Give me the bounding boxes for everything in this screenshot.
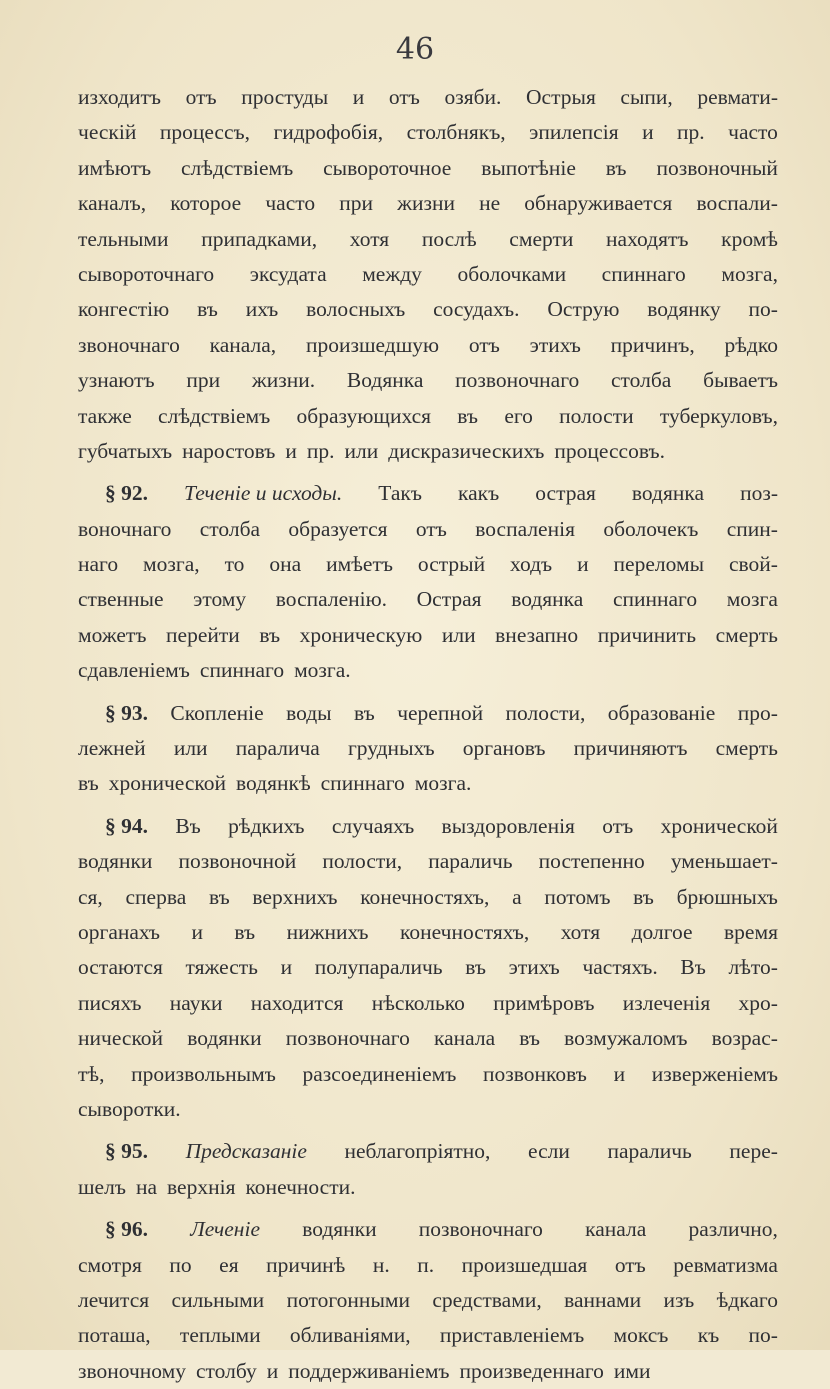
text-line	[78, 1283, 778, 1318]
text-line	[78, 1021, 778, 1056]
paragraph-gap	[78, 469, 778, 476]
word: его	[504, 403, 533, 428]
word: часто	[728, 120, 778, 145]
word: жизни	[397, 191, 455, 216]
word: возмужаломъ	[564, 1026, 688, 1051]
word: въ	[354, 700, 375, 725]
word: между	[362, 261, 422, 286]
word: въ	[259, 622, 281, 647]
section-number: § 93.	[105, 700, 148, 725]
word: потогонными	[286, 1287, 410, 1312]
word: водянка	[511, 587, 584, 612]
text-line	[78, 363, 778, 398]
word: гидрофобія,	[273, 120, 384, 145]
word: разсоединеніемъ	[302, 1061, 457, 1086]
word: и	[642, 120, 654, 145]
word: спиннаго	[320, 771, 405, 796]
section-heading: Леченіе	[190, 1217, 260, 1242]
text-line	[78, 222, 778, 257]
word: наростовъ	[182, 438, 276, 463]
word: мозга.	[414, 771, 472, 796]
word: параличь	[428, 849, 513, 874]
word: острый	[417, 552, 486, 577]
text-line	[78, 1318, 778, 1353]
word: средствами,	[432, 1287, 542, 1312]
word: канала	[585, 1217, 647, 1242]
word: мозга,	[721, 261, 778, 286]
word: нижнихъ	[286, 919, 369, 944]
paragraph-p1	[78, 80, 778, 469]
word: позвоночнаго	[455, 368, 580, 393]
word: брюшныхъ	[676, 884, 778, 909]
word: процессъ,	[159, 120, 250, 145]
word: лѣто-	[728, 955, 778, 980]
word: позвоночнаго	[285, 1026, 410, 1051]
word: процессовъ.	[554, 438, 665, 463]
word: ческій	[78, 120, 137, 145]
word: сперва	[125, 884, 187, 909]
text-line	[78, 766, 778, 801]
word: частяхъ.	[582, 955, 658, 980]
word: конечностяхъ,	[400, 919, 530, 944]
word: озяби.	[444, 85, 502, 109]
word: оболочками	[457, 261, 567, 286]
word: конечности.	[245, 1174, 356, 1199]
word: грудныхъ	[347, 736, 435, 761]
word: рѣдко	[724, 332, 778, 357]
word: въ	[457, 403, 479, 428]
word: кромѣ	[721, 226, 778, 251]
word: ихъ	[245, 297, 279, 322]
word: смерть	[715, 736, 778, 761]
word: хотя	[560, 919, 601, 944]
word: различно,	[688, 1217, 778, 1242]
word: мозга	[726, 587, 778, 612]
text-line	[78, 512, 778, 547]
word: мозга.	[294, 658, 351, 683]
word: верхнихъ	[252, 884, 338, 909]
text-line	[78, 731, 778, 766]
word: сыворотки.	[78, 1096, 181, 1121]
word: столба	[199, 516, 261, 541]
word: и	[613, 1061, 626, 1086]
section-number: § 96.	[105, 1217, 148, 1242]
word: про-	[737, 700, 778, 725]
word: въ	[633, 884, 654, 909]
word: органовъ	[462, 736, 546, 761]
paragraph-p4	[78, 809, 778, 1128]
word: узнаютъ	[78, 368, 155, 393]
word: Острую	[547, 297, 620, 322]
word: излеченія	[622, 990, 711, 1015]
word: науки	[169, 990, 223, 1015]
word: смотря	[78, 1252, 142, 1277]
word: выздоровленія	[441, 813, 575, 838]
text-line	[78, 1248, 778, 1283]
word: позвонковъ	[483, 1061, 587, 1086]
word: по-	[748, 1323, 778, 1348]
text-line	[78, 399, 778, 434]
word: отъ	[415, 516, 447, 541]
word: изверженіемъ	[651, 1061, 778, 1086]
word: ея	[219, 1252, 239, 1277]
word: въ	[519, 1026, 541, 1051]
word: ходъ	[510, 552, 553, 577]
word: изъ	[663, 1287, 695, 1312]
word: водянку	[647, 297, 721, 322]
text-line	[78, 1170, 778, 1205]
word: моксъ	[613, 1323, 669, 1348]
word: перейти	[166, 622, 240, 647]
word: отъ	[602, 813, 634, 838]
word: въ	[605, 155, 627, 180]
section-number: § 95.	[105, 1139, 148, 1164]
word: если	[527, 1139, 570, 1164]
paragraph-gap	[78, 689, 778, 696]
word: причинить	[597, 622, 696, 647]
word: припадками,	[201, 226, 318, 251]
word: эксудата	[249, 261, 327, 286]
text-line	[78, 950, 778, 985]
word: имѣетъ	[326, 552, 393, 577]
paragraph-p2	[78, 476, 778, 688]
word: водянки	[187, 1026, 262, 1051]
word: мозга,	[143, 552, 200, 577]
word: верхнія	[167, 1174, 236, 1199]
word: и	[577, 552, 589, 577]
word: и	[191, 919, 203, 944]
word: пр.	[306, 438, 335, 463]
word: уменьшает-	[670, 849, 778, 874]
word: которое	[170, 191, 242, 216]
word: лежней	[78, 736, 146, 761]
word: конечностяхъ,	[360, 884, 490, 909]
word: Такъ	[378, 481, 422, 506]
paragraph-gap	[78, 1127, 778, 1134]
text-line	[78, 80, 778, 115]
word: или	[173, 736, 208, 761]
word: Водянка	[346, 368, 424, 393]
word: по-	[748, 297, 778, 322]
word: волосныхъ	[306, 297, 406, 322]
word: слѣдствіемъ	[158, 403, 271, 428]
word: бываетъ	[703, 368, 778, 393]
paragraph-p5	[78, 1134, 778, 1205]
word: Острая	[416, 587, 482, 612]
word: спиннаго	[601, 261, 686, 286]
word: и	[285, 438, 297, 463]
word: туберкуловъ,	[659, 403, 778, 428]
section-number: § 94.	[105, 813, 148, 838]
word: нѣсколько	[371, 990, 465, 1015]
word: этому	[193, 587, 247, 612]
word: полости	[559, 403, 634, 428]
word: находятъ	[606, 226, 689, 251]
word: также	[78, 403, 132, 428]
word: воспаленія	[475, 516, 575, 541]
section-heading: Теченіе и исходы.	[184, 481, 343, 506]
word: часто	[265, 191, 316, 216]
word: хронической	[660, 813, 778, 838]
text-line	[78, 986, 778, 1021]
word: канала,	[209, 332, 277, 357]
word: имѣютъ	[78, 155, 152, 180]
word: Въ	[680, 955, 706, 980]
word: приставленіемъ	[439, 1323, 585, 1348]
word: время	[724, 919, 778, 944]
word: спин-	[726, 516, 778, 541]
word: сосудахъ.	[433, 297, 520, 322]
word: звоночному	[78, 1358, 186, 1383]
word: ревмати-	[697, 85, 778, 109]
text-line	[78, 618, 778, 653]
word: свой-	[728, 552, 778, 577]
word: воспали-	[696, 191, 778, 216]
word: при	[186, 368, 221, 393]
word: пере-	[729, 1139, 778, 1164]
word: воды	[286, 700, 332, 725]
text-line	[78, 257, 778, 292]
word: переломы	[613, 552, 705, 577]
page-number: 46	[395, 32, 435, 67]
word: смерти	[509, 226, 574, 251]
text-line	[78, 1092, 778, 1127]
word: хро-	[738, 990, 778, 1015]
word: оболочекъ	[603, 516, 699, 541]
word: н.	[372, 1252, 390, 1277]
text-line	[78, 880, 778, 915]
word: канала	[433, 1026, 496, 1051]
word: выпотѣніе	[481, 155, 576, 180]
word: ревматизма	[673, 1252, 778, 1277]
word: сильными	[171, 1287, 265, 1312]
word: эпилепсія	[529, 120, 619, 145]
word: дискразическихъ	[388, 438, 545, 463]
word: лечится	[78, 1287, 150, 1312]
word: и	[266, 1358, 279, 1383]
word: въ	[197, 297, 218, 322]
word: тѣ,	[78, 1061, 105, 1086]
word: простуды	[241, 85, 329, 109]
word: полости,	[322, 849, 403, 874]
word: черепной	[397, 700, 484, 725]
word: по	[169, 1252, 192, 1277]
text-line	[78, 434, 778, 469]
word: то	[224, 552, 245, 577]
word: водянки	[78, 849, 153, 874]
word: изходитъ	[78, 85, 162, 109]
text-line	[78, 653, 778, 688]
word: ѣдкаго	[716, 1287, 778, 1312]
text-line	[78, 292, 778, 327]
text-line	[78, 476, 778, 511]
text-line	[78, 809, 778, 844]
word: обнаруживается	[524, 191, 673, 216]
word: паралича	[235, 736, 320, 761]
word: образуется	[288, 516, 388, 541]
word: Острыя	[526, 85, 596, 109]
word: тяжесть	[185, 955, 258, 980]
word: на	[135, 1174, 158, 1199]
word: водянка	[631, 481, 705, 506]
word: или	[344, 438, 379, 463]
word: наго	[78, 552, 119, 577]
word: Скопленіе	[170, 700, 264, 725]
word: причинъ,	[610, 332, 695, 357]
word: водянкѣ	[236, 771, 311, 796]
word: позвоночной	[178, 849, 297, 874]
word: примѣровъ	[493, 990, 595, 1015]
word: какъ	[457, 481, 500, 506]
word: произшедшую	[305, 332, 440, 357]
word: рѣдкихъ	[228, 813, 305, 838]
word: произведеннаго	[459, 1358, 604, 1383]
word: шелъ	[78, 1174, 126, 1199]
word: послѣ	[421, 226, 477, 251]
word: воспаленію.	[275, 587, 388, 612]
word: органахъ	[78, 919, 160, 944]
word: внезапно	[495, 622, 579, 647]
text-line	[78, 582, 778, 617]
word: возрас-	[711, 1026, 778, 1051]
word: сыпи,	[620, 85, 673, 109]
word: ими	[613, 1358, 651, 1383]
paragraph-gap	[78, 802, 778, 809]
word: образованіе	[607, 700, 716, 725]
word: въ	[208, 884, 230, 909]
word: острая	[535, 481, 596, 506]
word: въ	[234, 919, 256, 944]
word: можетъ	[78, 622, 147, 647]
word: позвоночнаго	[418, 1217, 543, 1242]
word: тельными	[78, 226, 169, 251]
word: ственные	[78, 587, 164, 612]
word: отъ	[614, 1252, 646, 1277]
word: или	[441, 622, 476, 647]
word: каналъ,	[78, 191, 147, 216]
text-line	[78, 696, 778, 731]
word: и	[280, 955, 293, 980]
word: потомъ	[544, 884, 611, 909]
text-line	[78, 1212, 778, 1247]
word: произшедшая	[461, 1252, 588, 1277]
word: теплыми	[179, 1323, 261, 1348]
word: водянки	[302, 1217, 377, 1242]
word: жизни.	[251, 368, 316, 393]
word: параличь	[607, 1139, 692, 1164]
word: нической	[78, 1026, 164, 1051]
word: хотя	[349, 226, 390, 251]
word: спиннаго	[612, 587, 698, 612]
word: неблагопріятно,	[344, 1139, 491, 1164]
section-number: § 92.	[105, 481, 148, 506]
word: отъ	[185, 85, 217, 109]
word: полости,	[505, 700, 586, 725]
text-line	[78, 844, 778, 879]
paragraph-p3	[78, 696, 778, 802]
word: причинѣ	[266, 1252, 346, 1277]
word: столбу	[195, 1358, 257, 1383]
word: при	[339, 191, 373, 216]
word: она	[269, 552, 302, 577]
word: позвоночный	[656, 155, 778, 180]
text-line	[78, 1354, 778, 1389]
section-heading: Предсказаніе	[185, 1139, 307, 1164]
word: отъ	[468, 332, 500, 357]
paragraph-gap	[78, 1205, 778, 1212]
word: поташа,	[78, 1323, 151, 1348]
word: слѣдствіемъ	[181, 155, 294, 180]
word: Въ	[175, 813, 201, 838]
word: воночнаго	[78, 516, 172, 541]
word: столба	[611, 368, 672, 393]
paragraph-p6	[78, 1212, 778, 1389]
word: причиняютъ	[573, 736, 688, 761]
word: сдавленіемъ	[78, 658, 190, 683]
word: остаются	[78, 955, 163, 980]
word: поз-	[740, 481, 778, 506]
word: пр.	[677, 120, 705, 145]
text-line	[78, 915, 778, 950]
word: смерть	[715, 622, 778, 647]
text-line	[78, 151, 778, 186]
word: хроническую	[299, 622, 423, 647]
text-line	[78, 1057, 778, 1092]
word: ся,	[78, 884, 103, 909]
word: находится	[250, 990, 344, 1015]
word: поддерживаніемъ	[288, 1358, 450, 1383]
word: сывороточное	[323, 155, 452, 180]
body-text	[78, 80, 778, 1389]
text-line	[78, 1134, 778, 1169]
word: въ	[78, 771, 99, 796]
word: писяхъ	[78, 990, 142, 1015]
word: хронической	[108, 771, 227, 796]
word: отъ	[388, 85, 420, 109]
word: этихъ	[529, 332, 581, 357]
word: ваннами	[564, 1287, 642, 1312]
word: губчатыхъ	[78, 438, 173, 463]
word: сывороточнаго	[78, 261, 215, 286]
word: и	[352, 85, 365, 109]
word: обливаніями,	[289, 1323, 411, 1348]
word: конгестію	[78, 297, 170, 322]
word: не	[479, 191, 501, 216]
word: столбнякъ,	[406, 120, 506, 145]
word: долгое	[631, 919, 693, 944]
word: звоночнаго	[78, 332, 180, 357]
word: образующихся	[296, 403, 432, 428]
word: постепенно	[538, 849, 645, 874]
word: п.	[417, 1252, 435, 1277]
text-line	[78, 328, 778, 363]
text-line	[78, 115, 778, 150]
word: а	[512, 884, 522, 909]
word: произвольнымъ	[131, 1061, 276, 1086]
word: полупараличь	[314, 955, 443, 980]
word: къ	[697, 1323, 720, 1348]
word: въ	[465, 955, 486, 980]
text-line	[78, 186, 778, 221]
word: спиннаго	[199, 658, 285, 683]
word: этихъ	[508, 955, 560, 980]
word: случаяхъ	[331, 813, 415, 838]
text-line	[78, 547, 778, 582]
